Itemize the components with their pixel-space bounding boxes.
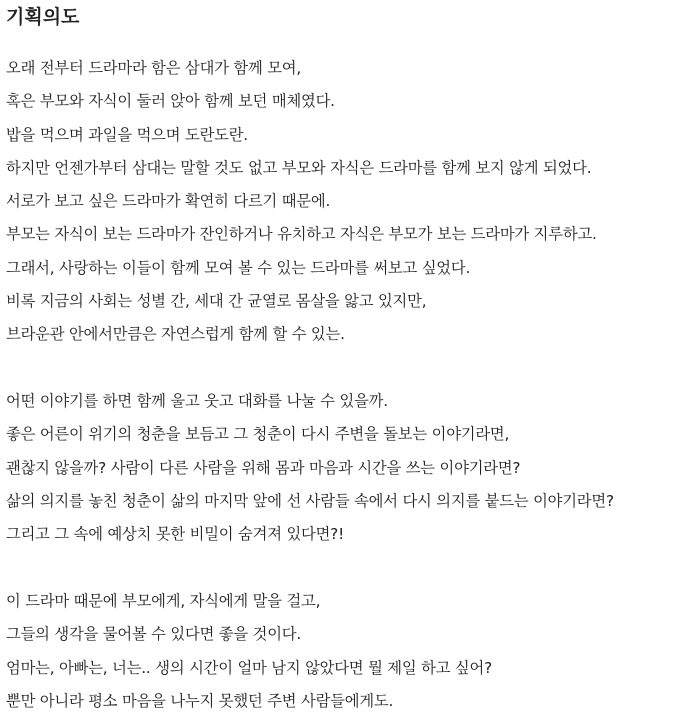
text-line: 그리고 그 속에 예상치 못한 비밀이 숨겨져 있다면?! bbox=[6, 525, 345, 544]
text-line: 부모는 자식이 보는 드라마가 잔인하거나 유치하고 자식은 부모가 보는 드라마가 지루하고. bbox=[6, 225, 597, 244]
text-line: 어떤 이야기를 하면 함께 울고 웃고 대화를 나눌 수 있을까. bbox=[6, 392, 388, 410]
text-line: 혹은 부모와 자식이 둘러 앉아 함께 보던 매체였다. bbox=[6, 92, 335, 111]
text-line: 좋은 어른이 위기의 청춘을 보듬고 그 청춘이 다시 주변을 돌보는 이야기라면, bbox=[6, 425, 510, 444]
text-line: 엄마는, 아빠는, 너는.. 생의 시간이 얼마 남지 않았다면 뭘 제일 하고 싶어? bbox=[6, 658, 493, 677]
text-line: 서로가 보고 싶은 드라마가 확연히 다르기 때문에. bbox=[6, 192, 331, 211]
text-line: 오래 전부터 드라마라 함은 삼대가 함께 모여, bbox=[6, 59, 302, 77]
text-line: 하지만 언젠가부터 삼대는 말할 것도 없고 부모와 자식은 드라마를 함께 보지 않게 되었다. bbox=[6, 158, 592, 177]
text-line: 그들의 생각을 물어볼 수 있다면 좋을 것이다. bbox=[6, 625, 302, 644]
text-line: 밥을 먹으며 과일을 먹으며 도란도란. bbox=[6, 125, 248, 144]
text-line: 브라운관 안에서만큼은 자연스럽게 함께 할 수 있는. bbox=[6, 325, 345, 344]
paragraph-2 bbox=[6, 385, 614, 551]
text-line: 비록 지금의 사회는 성별 간, 세대 간 균열로 몸살을 앓고 있지만, bbox=[6, 292, 427, 311]
text-line: 이 드라마 때문에 부모에게, 자식에게 말을 걸고, bbox=[6, 592, 321, 610]
text-line: 괜찮지 않을까? 사람이 다른 사람을 위해 몸과 마음과 시간을 쓰는 이야기라면? bbox=[6, 458, 521, 477]
text-line: 그래서, 사랑하는 이들이 함께 모여 볼 수 있는 드라마를 써보고 싶었다. bbox=[6, 258, 471, 277]
paragraph-3 bbox=[6, 585, 492, 718]
document-title: 기획의도 bbox=[6, 6, 80, 28]
text-line: 뿐만 아니라 평소 마음을 나누지 못했던 주변 사람들에게도. bbox=[6, 691, 394, 710]
text-line: 삶의 의지를 놓친 청춘이 삶의 마지막 앞에 선 사람들 속에서 다시 의지를 붙드는 이야기라면? bbox=[6, 491, 614, 510]
paragraph-1 bbox=[6, 52, 597, 352]
